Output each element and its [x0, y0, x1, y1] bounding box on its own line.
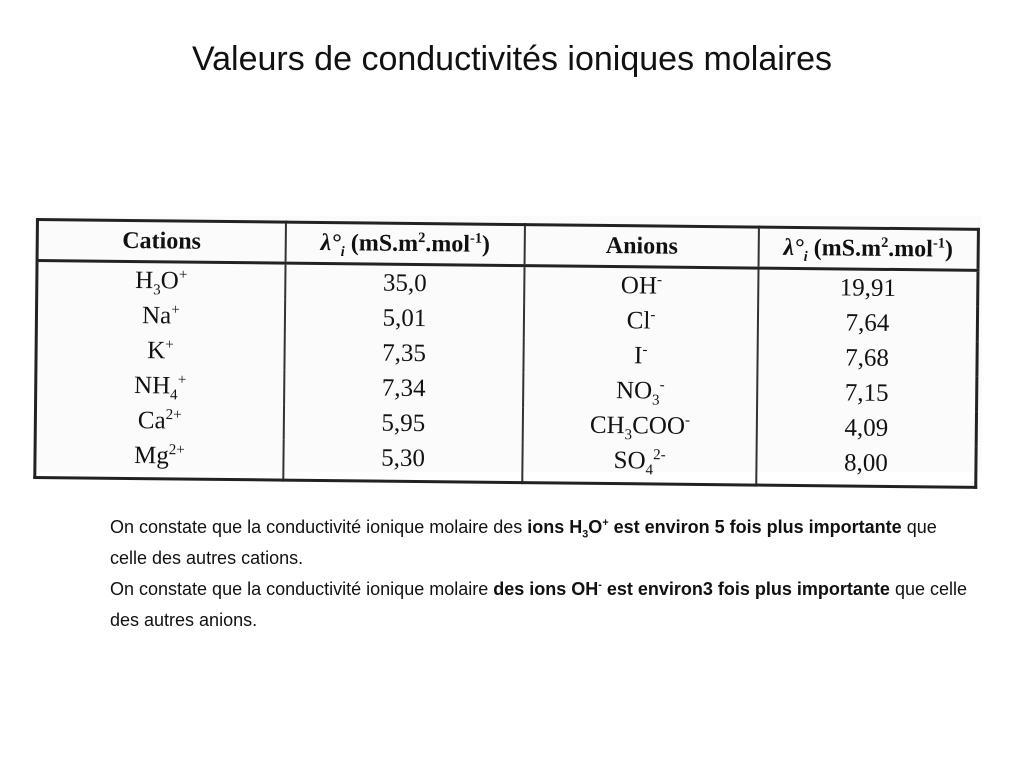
cation-conductivity: 5,95 [283, 405, 523, 443]
cation-formula: $Mg^{2+}$ [35, 437, 284, 480]
cation-formula: $Ca^{2+}$ [35, 402, 284, 440]
anion-conductivity: 7,64 [845, 309, 890, 337]
cation-formula: $NH_4^+$ [36, 367, 285, 405]
note-anions [110, 574, 970, 636]
note-cations [110, 512, 970, 574]
header-anion-lambda [758, 227, 978, 270]
unit-mid: .mol [425, 230, 471, 258]
unit-mid: .mol [888, 235, 934, 262]
anion-conductivity: 7,68 [845, 344, 890, 372]
unit-prefix: (mS.m [807, 234, 882, 262]
cation-conductivity: 5,01 [285, 300, 525, 338]
anion-formula: $SO_4^{2-}$ [523, 442, 757, 485]
cation-conductivity: 35,0 [285, 263, 525, 302]
anion-conductivity: 7,15 [844, 379, 889, 407]
note-cations-text: On constate que la conductivité ionique molaire des [110, 517, 528, 537]
cation-formula: K+ [36, 332, 285, 370]
note-anions-text: On constate que la conductivité ionique molaire [110, 579, 494, 599]
header-cations: Cations [37, 220, 286, 264]
header-anions: Anions [525, 225, 759, 268]
anion-formula: Cl- [524, 302, 758, 339]
unit-close: ) [944, 236, 954, 263]
unit-close: ) [481, 231, 491, 258]
cation-conductivity: 7,34 [284, 370, 524, 408]
unit-exponent: -1 [932, 234, 946, 252]
unit-square: 2 [881, 234, 889, 251]
lambda-subscript: i [340, 243, 345, 260]
slide-title: Valeurs de conductivités ioniques molaires [191, 40, 833, 78]
table-body [35, 261, 978, 488]
unit-square: 2 [418, 229, 426, 246]
anion-formula: $NO_3^-$ [523, 372, 757, 409]
conductivity-table [33, 218, 980, 489]
lambda-subscript: i [803, 248, 808, 265]
anion-conductivity: 19,91 [839, 274, 897, 303]
note-anions-end: que celle des autres anions. [110, 579, 967, 630]
lambda-symbol: λ° [320, 229, 341, 256]
note-cations-end: que celle des autres cations. [110, 517, 937, 568]
cation-formula: $H_3O^+$ [37, 261, 286, 300]
notes [110, 512, 970, 636]
unit-exponent: -1 [469, 230, 483, 247]
unit-prefix: (mS.m [344, 229, 419, 257]
anion-formula: OH- [524, 266, 758, 305]
cation-conductivity: 5,30 [283, 440, 523, 483]
table-row [35, 437, 976, 487]
anion-conductivity: 4,09 [844, 414, 889, 442]
cation-conductivity: 7,35 [284, 335, 524, 373]
lambda-symbol: λ° [783, 234, 804, 261]
header-cation-lambda [285, 222, 525, 266]
cation-formula: Na+ [36, 297, 285, 335]
anion-formula: I- [524, 337, 758, 374]
note-cations-ion: ions $H_3O^+$ est environ 5 fois plus importante [527, 517, 902, 541]
note-anions-ion: des ions OH- est environ3 fois plus importante [493, 579, 890, 599]
anion-conductivity: 8,00 [843, 449, 888, 477]
anion-formula: $CH_3COO^-$ [523, 407, 757, 444]
